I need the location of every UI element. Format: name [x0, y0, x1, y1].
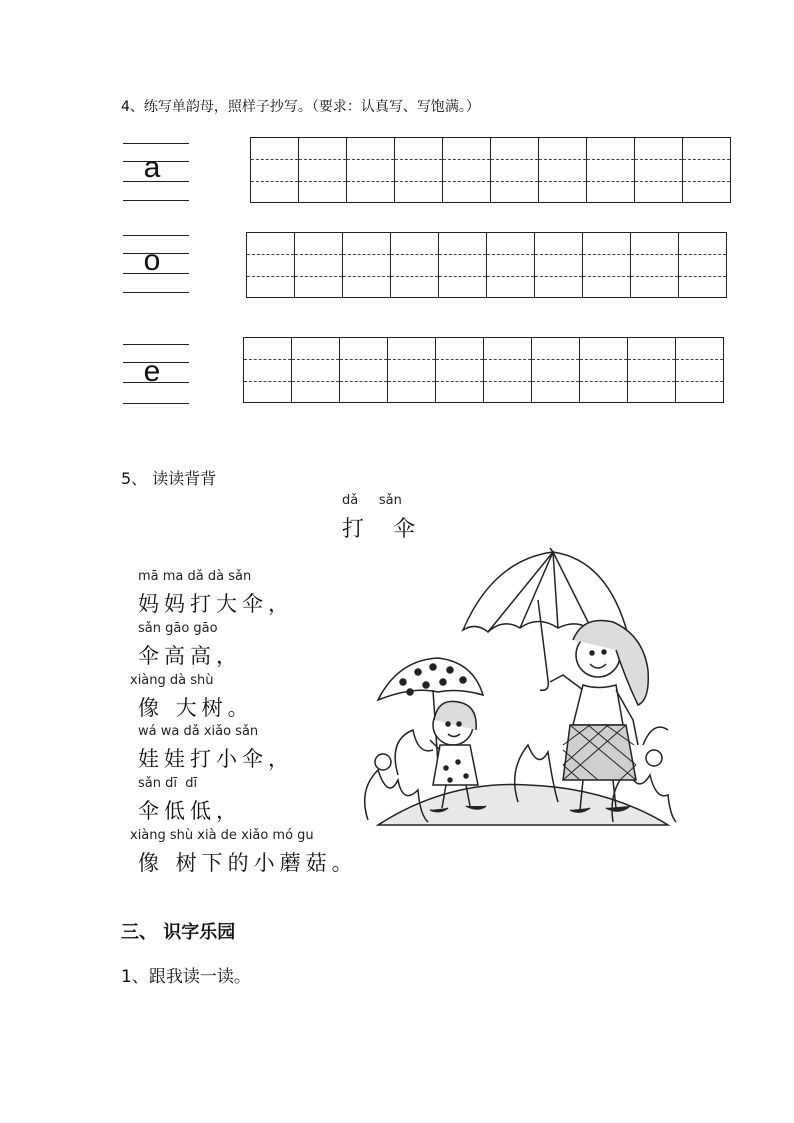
writing-cell[interactable]: [491, 138, 539, 202]
letter-e: e: [143, 355, 161, 388]
section-3-heading: 三、 识字乐园: [121, 922, 236, 943]
writing-cell[interactable]: [484, 338, 532, 402]
writing-cell[interactable]: [343, 233, 391, 297]
question-5-heading: 5、 读读背背: [121, 469, 217, 488]
writing-cell[interactable]: [487, 233, 535, 297]
writing-cell[interactable]: [395, 138, 443, 202]
writing-cell[interactable]: [388, 338, 436, 402]
writing-cell[interactable]: [244, 338, 292, 402]
section-3-item-1: 1、跟我读一读。: [121, 967, 251, 987]
poem-line-3: 像 大树。: [138, 696, 254, 720]
letter-guide-o: [123, 235, 189, 293]
poem-line-3-pinyin: xiàng dà shù: [130, 673, 214, 688]
writing-cell[interactable]: [628, 338, 676, 402]
writing-cell[interactable]: [247, 233, 295, 297]
umbrella-illustration: [358, 540, 678, 840]
writing-cell[interactable]: [539, 138, 587, 202]
writing-cell[interactable]: [580, 338, 628, 402]
writing-cell[interactable]: [631, 233, 679, 297]
writing-grid-a[interactable]: [250, 137, 731, 203]
writing-cell[interactable]: [347, 138, 395, 202]
writing-cell[interactable]: [292, 338, 340, 402]
letter-guide-e: [123, 344, 189, 402]
letter-o: o: [143, 244, 161, 277]
poem-title: 打 伞: [342, 517, 417, 542]
writing-cell[interactable]: [683, 138, 730, 202]
writing-cell[interactable]: [340, 338, 388, 402]
writing-cell[interactable]: [679, 233, 726, 297]
poem-line-1-pinyin: mā ma dǎ dà sǎn: [138, 569, 252, 584]
poem-line-2: 伞高高，: [138, 644, 242, 668]
poem-line-6: 像 树下的小蘑菇。: [138, 851, 358, 875]
poem-line-5-pinyin: sǎn dī dī: [138, 776, 198, 791]
poem-line-1: 妈妈打大伞，: [138, 592, 294, 616]
writing-cell[interactable]: [299, 138, 347, 202]
writing-cell[interactable]: [676, 338, 723, 402]
letter-guide-a: [123, 143, 189, 201]
poem-line-5: 伞低低，: [138, 799, 242, 823]
poem-line-4-pinyin: wá wa dǎ xiǎo sǎn: [138, 724, 259, 739]
writing-cell[interactable]: [532, 338, 580, 402]
poem-line-4: 娃娃打小伞，: [138, 747, 294, 771]
writing-cell[interactable]: [251, 138, 299, 202]
writing-grid-o[interactable]: [246, 232, 727, 298]
writing-cell[interactable]: [439, 233, 487, 297]
poem-line-2-pinyin: sǎn gāo gāo: [138, 621, 218, 636]
letter-a: a: [143, 151, 161, 184]
writing-cell[interactable]: [443, 138, 491, 202]
poem-line-6-pinyin: xiàng shù xià de xiǎo mó gu: [130, 828, 314, 843]
writing-cell[interactable]: [583, 233, 631, 297]
writing-cell[interactable]: [587, 138, 635, 202]
writing-cell[interactable]: [391, 233, 439, 297]
poem-title-pinyin: dǎ sǎn: [342, 493, 402, 508]
question-4-instruction: 4、练写单韵母，照样子抄写。（要求：认真写、写饱满。）: [121, 99, 480, 115]
writing-cell[interactable]: [436, 338, 484, 402]
writing-cell[interactable]: [635, 138, 683, 202]
writing-grid-e[interactable]: [243, 337, 724, 403]
writing-cell[interactable]: [535, 233, 583, 297]
writing-cell[interactable]: [295, 233, 343, 297]
